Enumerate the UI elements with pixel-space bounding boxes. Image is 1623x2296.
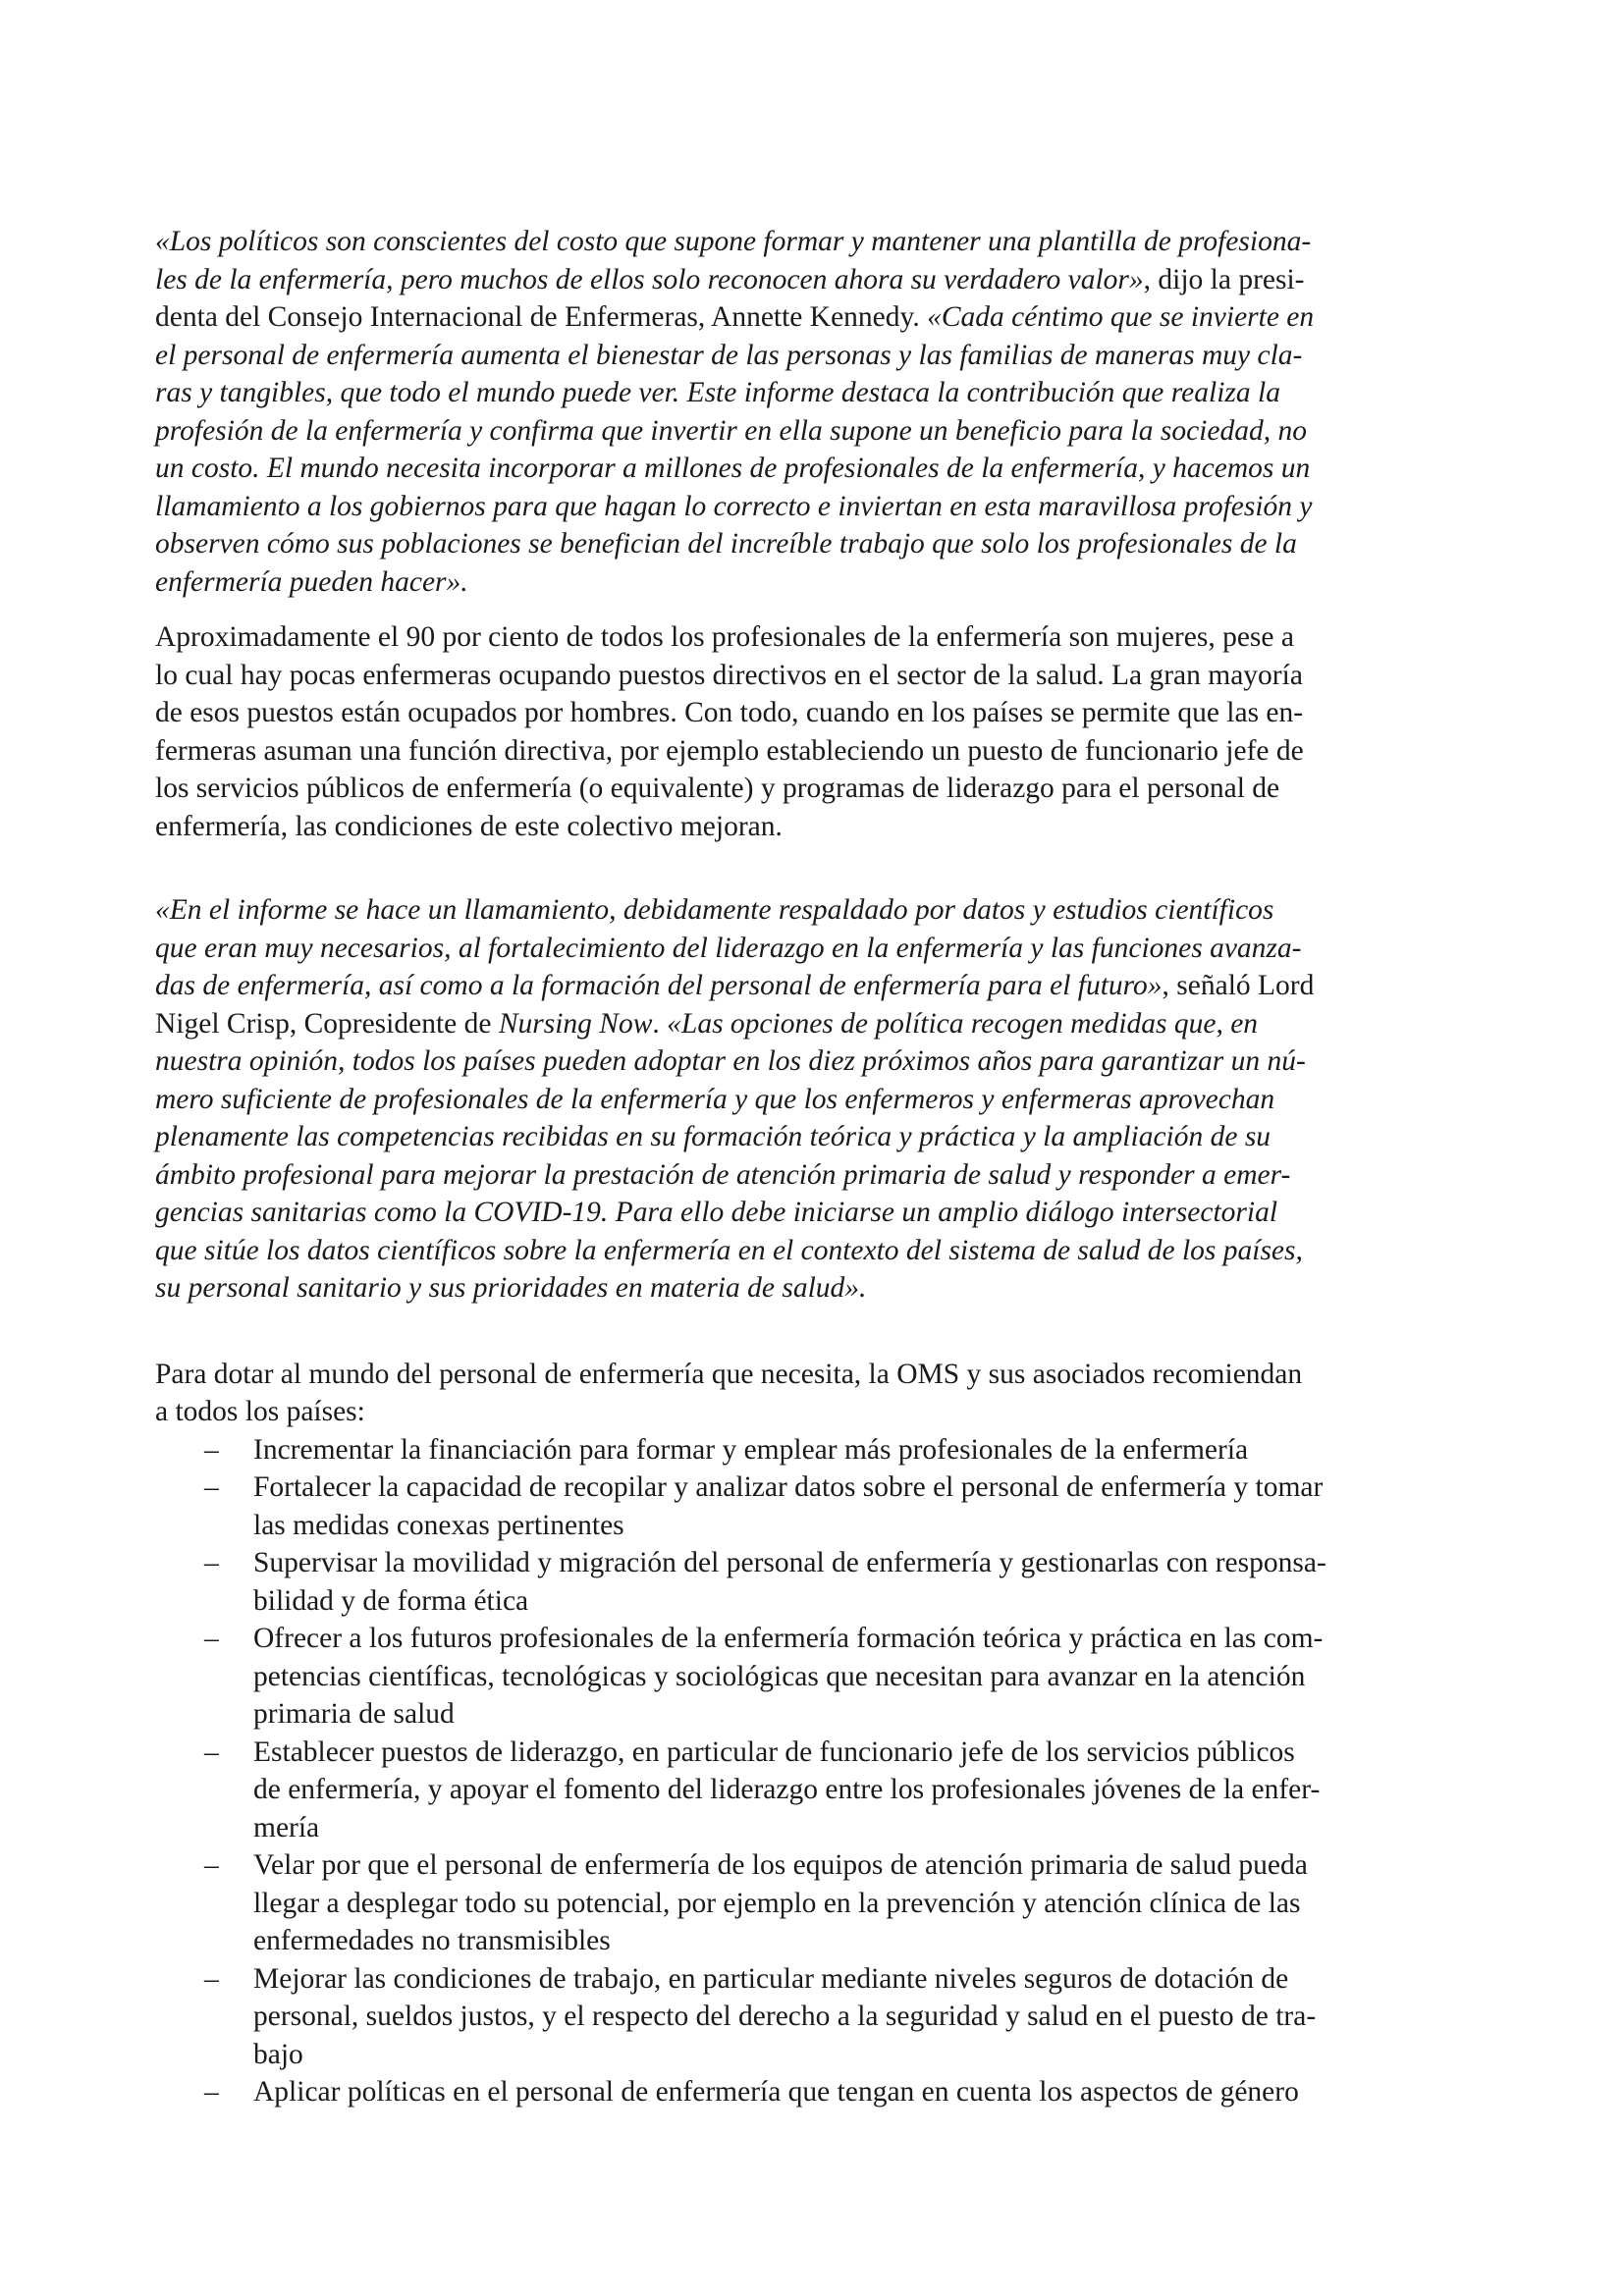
- recommendations-section: [155, 1356, 1481, 2111]
- quote-paragraph-kennedy: [155, 223, 1481, 601]
- text-line: «Los políticos son conscientes del costo que supone formar y mantener una plantilla de profesiona-: [155, 226, 1312, 257]
- text-line: que sitúe los datos científicos sobre la enfermería en el contexto del sistema de salud de los países,: [155, 1234, 1303, 1266]
- list-item-line: bajo: [253, 2038, 303, 2070]
- list-item: [155, 1544, 1481, 1620]
- quote-text: «Cada céntimo que se invierte en: [927, 301, 1315, 333]
- list-item: [155, 1734, 1481, 1847]
- text-line: [155, 261, 1481, 299]
- list-item-line: primaria de salud: [253, 1698, 455, 1730]
- text-line: el personal de enfermería aumenta el bienestar de las personas y las familias de maneras muy cla-: [155, 339, 1303, 371]
- text-line: [155, 298, 1481, 337]
- bullet-dash-marker: –: [204, 1433, 219, 1466]
- text-line: ras y tangibles, que todo el mundo puede ver. Este informe destaca la contribución que realiza la: [155, 377, 1280, 408]
- list-item-line: Aplicar políticas en el personal de enfermería que tengan en cuenta los aspectos de género: [253, 2076, 1299, 2108]
- bullet-dash-marker: –: [204, 1547, 219, 1578]
- list-item-line: de enfermería, y apoyar el fomento del liderazgo entre los profesionales jóvenes de la enfer-: [253, 1774, 1321, 1805]
- text-line: que eran muy necesarios, al fortalecimiento del liderazgo en la enfermería y las funciones avanza-: [155, 932, 1302, 964]
- text-line: observen cómo sus poblaciones se benefician del increíble trabajo que solo los profesionales de la: [155, 528, 1297, 560]
- text-line: Para dotar al mundo del personal de enfermería que necesita, la OMS y sus asociados recomiendan: [155, 1358, 1303, 1390]
- text-line: mero suficiente de profesionales de la enfermería y que los enfermeros y enfermeras aprovechan: [155, 1083, 1275, 1115]
- list-item-line: Ofrecer a los futuros profesionales de la enfermería formación teórica y práctica en las com-: [253, 1623, 1324, 1654]
- text-line: [155, 967, 1481, 1005]
- attribution-text: , señaló Lord: [1162, 970, 1315, 1001]
- text-line: fermeras asuman una función directiva, por ejemplo estableciendo un puesto de funcionario jefe de: [155, 734, 1304, 767]
- list-item: [155, 1620, 1481, 1734]
- text-line: los servicios públicos de enfermería (o equivalente) y programas de liderazgo para el personal de: [155, 773, 1280, 804]
- list-item-line: Mejorar las condiciones de trabajo, en particular mediante niveles seguros de dotación de: [253, 1962, 1289, 1995]
- list-item-line: Incrementar la financiación para formar y emplear más profesionales de la enfermería: [253, 1433, 1249, 1466]
- list-item-line: llegar a desplegar todo su potencial, por ejemplo en la prevención y atención clínica de las: [253, 1887, 1301, 1919]
- attribution-text: Nigel Crisp, Copresidente de: [155, 1007, 499, 1040]
- attribution-text: denta del Consejo Internacional de Enfermeras, Annette Kennedy.: [155, 301, 928, 333]
- list-item: [155, 2073, 1481, 2111]
- text-line: enfermería, las condiciones de este colectivo mejoran.: [155, 810, 783, 842]
- list-item: [155, 1846, 1481, 1960]
- list-item-line: petencias científicas, tecnológicas y sociológicas que necesitan para avanzar en la atención: [253, 1660, 1306, 1692]
- quote-text: les de la enfermería, pero muchos de ellos solo reconocen ahora su verdadero valor»: [155, 263, 1144, 295]
- list-item: [155, 1431, 1481, 1469]
- text-line: enfermería pueden hacer».: [155, 565, 468, 598]
- text-line: ámbito profesional para mejorar la prestación de atención primaria de salud y responder a emer-: [155, 1158, 1291, 1191]
- list-item-line: Supervisar la movilidad y migración del personal de enfermería y gestionarlas con responsa-: [253, 1547, 1326, 1578]
- list-item-line: enfermedades no transmisibles: [253, 1925, 611, 1956]
- list-item-line: Fortalecer la capacidad de recopilar y analizar datos sobre el personal de enfermería y tomar: [253, 1471, 1324, 1503]
- list-item: [155, 1468, 1481, 1544]
- list-item-line: bilidad y de forma ética: [253, 1584, 529, 1617]
- bullet-dash-marker: –: [204, 2076, 219, 2108]
- list-item-line: las medidas conexas pertinentes: [253, 1509, 624, 1541]
- text-line: Aproximadamente el 90 por ciento de todos los profesionales de la enfermería son mujeres, pese a: [155, 621, 1294, 653]
- attribution-text: , dijo la presi-: [1143, 263, 1305, 295]
- quote-text: «Las opciones de política recogen medidas que, en: [667, 1007, 1259, 1040]
- bullet-dash-marker: –: [204, 1623, 219, 1654]
- text-line: lo cual hay pocas enfermeras ocupando puestos directivos en el sector de la salud. La gran mayoría: [155, 659, 1303, 691]
- text-line: profesión de la enfermería y confirma que invertir en ella supone un beneficio para la sociedad, no: [155, 414, 1307, 447]
- quote-text: das de enfermería, así como a la formación del personal de enfermería para el futuro»: [155, 970, 1163, 1001]
- text-line: plenamente las competencias recibidas en su formación teórica y práctica y la ampliación de su: [155, 1121, 1271, 1152]
- list-item-line: Velar por que el personal de enfermería de los equipos de atención primaria de salud pueda: [253, 1849, 1308, 1881]
- document-body: [155, 223, 1481, 2111]
- text-line: su personal sanitario y sus prioridades en materia de salud».: [155, 1272, 867, 1304]
- quote-paragraph-crisp: [155, 891, 1481, 1308]
- list-item-line: Establecer puestos de liderazgo, en particular de funcionario jefe de los servicios públicos: [253, 1735, 1295, 1768]
- text-line: llamamiento a los gobiernos para que hagan lo correcto e inviertan en esta maravillosa profesión y: [155, 490, 1313, 522]
- recommendations-list: [155, 1431, 1481, 2111]
- text-line: «En el informe se hace un llamamiento, debidamente respaldado por datos y estudios científicos: [155, 894, 1274, 926]
- text-line: un costo. El mundo necesita incorporar a millones de profesionales de la enfermería, y hacemos un: [155, 453, 1311, 484]
- list-item: [155, 1960, 1481, 2074]
- text-line: de esos puestos están ocupados por hombres. Con todo, cuando en los países se permite que las en-: [155, 697, 1304, 728]
- text-line: gencias sanitarias como la COVID-19. Para ello debe iniciarse un amplio diálogo intersectorial: [155, 1197, 1278, 1228]
- list-item-line: personal, sueldos justos, y el respecto del derecho a la seguridad y salud en el puesto de tra-: [253, 2001, 1317, 2032]
- text-line: nuestra opinión, todos los países pueden adoptar en los diez próximos años para garantizar un nú-: [155, 1045, 1306, 1077]
- bullet-dash-marker: –: [204, 1849, 219, 1881]
- list-item-line: mería: [253, 1811, 320, 1843]
- paragraph-women-leadership: [155, 618, 1481, 845]
- bullet-dash-marker: –: [204, 1471, 219, 1503]
- text-line: [155, 1005, 1481, 1043]
- text-line: a todos los países:: [155, 1396, 365, 1427]
- bullet-dash-marker: –: [204, 1735, 219, 1768]
- bullet-dash-marker: –: [204, 1962, 219, 1995]
- organization-name: Nursing Now: [498, 1007, 653, 1040]
- attribution-text: .: [652, 1007, 668, 1040]
